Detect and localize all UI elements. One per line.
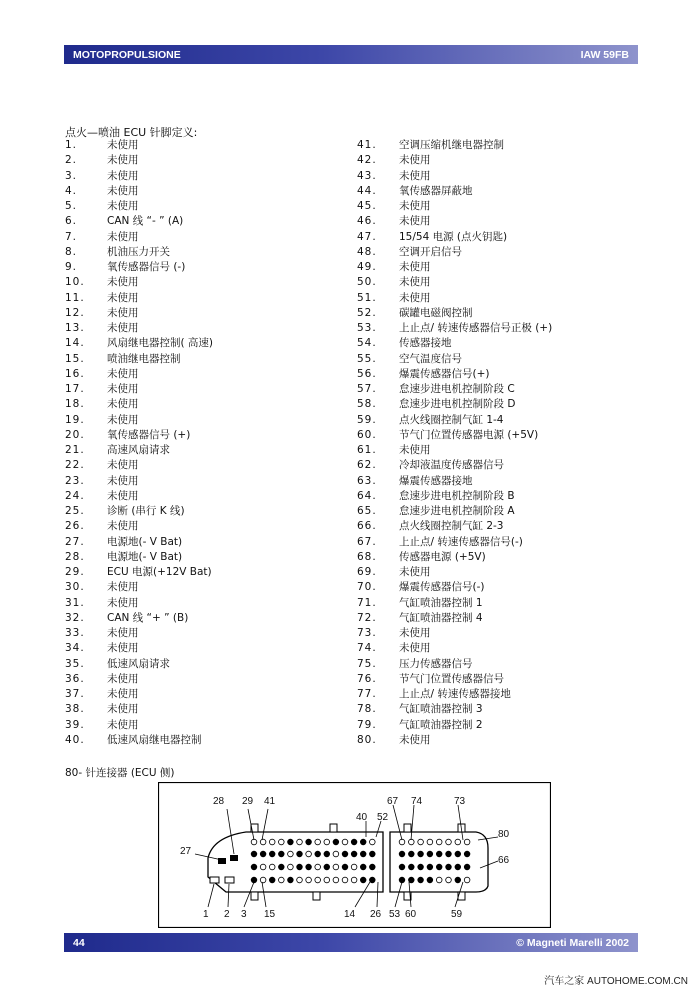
pin-hole — [351, 864, 357, 870]
pin-description: 上止点/ 转速传感器信号(-) — [399, 535, 523, 548]
pin-hole — [260, 839, 266, 845]
pin-hole — [288, 864, 294, 870]
pin-description: 空调开启信号 — [399, 245, 462, 258]
pin-number: 44. — [357, 184, 377, 197]
pin-description: 未使用 — [107, 291, 139, 304]
pin-hole — [455, 839, 461, 845]
pin-number: 79. — [357, 718, 377, 731]
pin-hole — [315, 877, 321, 883]
pin-number: 49. — [357, 261, 377, 273]
pin-description: 气缸喷油器控制 1 — [399, 596, 483, 609]
power-pin — [210, 877, 219, 883]
pin-number: 65. — [357, 505, 377, 517]
pin-description: 未使用 — [107, 322, 139, 334]
pin-description: 爆震传感器接地 — [399, 474, 473, 487]
pin-description: 未使用 — [107, 459, 139, 472]
pin-description: 未使用 — [107, 596, 139, 609]
pin-number: 61. — [357, 444, 377, 456]
pin-number: 63. — [357, 474, 377, 487]
pin-description: 15/54 电源 (点火钥匙) — [399, 230, 508, 243]
pin-hole — [399, 839, 405, 845]
label-73: 73 — [454, 796, 466, 807]
copyright: © Magneti Marelli 2002 — [516, 937, 629, 949]
pin-hole — [315, 864, 321, 870]
connector-diagram — [158, 782, 551, 928]
label-41: 41 — [264, 796, 276, 807]
pin-hole — [360, 864, 366, 870]
pin-number: 25. — [65, 505, 85, 517]
pin-number: 4. — [65, 184, 78, 197]
pin-number: 64. — [357, 489, 377, 502]
pin-description: 未使用 — [107, 718, 139, 731]
pin-number: 34. — [65, 642, 85, 655]
pin-description: 未使用 — [107, 276, 139, 289]
pin-description: 未使用 — [399, 261, 431, 273]
pin-number: 69. — [357, 566, 377, 578]
diagram-title: 80- 针连接器 (ECU 侧) — [65, 767, 175, 779]
pin-description: 未使用 — [107, 642, 139, 655]
pin-description: 低速风扇继电器控制 — [107, 733, 202, 746]
pin-hole — [360, 877, 366, 883]
pin-description: 空气温度信号 — [399, 352, 462, 365]
pin-description: 诊断 (串行 K 线) — [107, 505, 185, 517]
pin-hole — [306, 877, 312, 883]
pin-hole — [333, 851, 339, 857]
pin-description: 电源地(- V Bat) — [107, 535, 183, 548]
pin-table-title: 点火—喷油 ECU 针脚定义: — [65, 126, 198, 139]
tab — [251, 892, 258, 900]
pin-hole — [251, 839, 257, 845]
pin-number: 16. — [65, 367, 85, 380]
pin-hole — [351, 877, 357, 883]
pin-number: 51. — [357, 291, 377, 304]
pin-hole — [370, 839, 376, 845]
pin-hole — [360, 851, 366, 857]
pin-hole — [260, 851, 266, 857]
pin-hole — [370, 864, 376, 870]
pin-number: 53. — [357, 322, 377, 334]
pin-number: 17. — [65, 383, 85, 395]
pin-hole — [370, 851, 376, 857]
pin-hole — [464, 851, 470, 857]
pin-hole — [436, 877, 442, 883]
pin-description: 未使用 — [107, 474, 139, 487]
pin-description: 未使用 — [107, 489, 139, 502]
pin-hole — [251, 851, 257, 857]
pin-hole — [315, 839, 321, 845]
pin-description: 未使用 — [399, 154, 431, 167]
label-40: 40 — [356, 812, 368, 823]
label-27: 27 — [180, 846, 192, 857]
pin-number: 78. — [357, 703, 377, 716]
pin-description: 怠速步进电机控制阶段 D — [399, 398, 516, 411]
pin-number: 8. — [65, 245, 78, 258]
pin-number: 10. — [65, 276, 85, 289]
pin-number: 47. — [357, 230, 377, 243]
pin-number: 7. — [65, 230, 78, 243]
pin-number: 5. — [65, 200, 78, 212]
pin-description: 爆震传感器信号(-) — [399, 581, 485, 594]
pin-number: 73. — [357, 627, 377, 639]
pin-number: 62. — [357, 459, 377, 472]
pin-description: 未使用 — [107, 184, 139, 197]
pin-hole — [342, 877, 348, 883]
pin-hole — [260, 877, 266, 883]
pin-description: 气缸喷油器控制 2 — [399, 718, 483, 731]
pin-hole — [306, 839, 312, 845]
pin-number: 19. — [65, 413, 85, 426]
pin-description: 节气门位置传感器电源 (+5V) — [399, 428, 539, 441]
pin-number: 18. — [65, 398, 85, 411]
pin-hole — [436, 839, 442, 845]
pin-description: 爆震传感器信号(+) — [399, 367, 490, 380]
pin-description: 氧传感器屏蔽地 — [399, 184, 473, 197]
pin-hole — [464, 864, 470, 870]
label-14: 14 — [344, 909, 356, 920]
pin-hole — [306, 851, 312, 857]
pin-number: 33. — [65, 627, 85, 639]
pin-hole — [279, 839, 285, 845]
pin-number: 59. — [357, 413, 377, 426]
pin-description: 未使用 — [107, 581, 139, 594]
pin-description: 未使用 — [107, 383, 139, 395]
pin-description: CAN 线 “+ ” (B) — [107, 611, 189, 624]
pin-description: 电源地(- V Bat) — [107, 550, 183, 563]
pin-hole — [269, 839, 275, 845]
pin-number: 43. — [357, 169, 377, 182]
pin-hole — [446, 864, 452, 870]
pin-number: 14. — [65, 337, 85, 350]
pin-description: 未使用 — [107, 703, 139, 716]
pin-description: 未使用 — [107, 139, 139, 151]
pin-number: 12. — [65, 306, 85, 319]
pin-hole — [279, 877, 285, 883]
pin-number: 56. — [357, 367, 377, 380]
pin-hole — [251, 864, 257, 870]
pin-description: 低速风扇请求 — [107, 657, 170, 670]
pin-description: 未使用 — [399, 169, 431, 182]
pin-hole — [427, 839, 433, 845]
pin-number: 6. — [65, 215, 78, 228]
pin-description: 未使用 — [399, 200, 431, 212]
pin-hole — [269, 864, 275, 870]
pin-number: 70. — [357, 581, 377, 594]
pin-hole — [446, 851, 452, 857]
pin-number: 42. — [357, 154, 377, 167]
pin-hole — [324, 877, 330, 883]
pin-hole — [251, 877, 257, 883]
pin-hole — [409, 864, 415, 870]
doc-code: IAW 59FB — [580, 49, 629, 61]
pin-hole — [370, 877, 376, 883]
pin-hole — [288, 877, 294, 883]
pin-number: 26. — [65, 520, 85, 533]
pin-description: 氧传感器信号 (+) — [107, 428, 191, 441]
pin-hole — [409, 851, 415, 857]
pin-hole — [418, 851, 424, 857]
pin-hole — [333, 839, 339, 845]
pin-hole — [455, 877, 461, 883]
pin-number: 67. — [357, 535, 377, 548]
label-59: 59 — [451, 909, 463, 920]
header-band — [64, 45, 638, 64]
pin-number: 41. — [357, 139, 377, 151]
pin-description: 未使用 — [107, 520, 139, 533]
pin-number: 54. — [357, 337, 377, 350]
label-66: 66 — [498, 855, 510, 866]
label-60: 60 — [405, 909, 417, 920]
pin-hole — [409, 839, 415, 845]
pin-hole — [446, 839, 452, 845]
pin-description: 点火线圈控制气缸 1-4 — [399, 413, 504, 426]
pin-description: 未使用 — [399, 291, 431, 304]
pin-description: 未使用 — [107, 627, 139, 639]
pin-description: 怠速步进电机控制阶段 A — [399, 505, 515, 517]
pin-hole — [279, 864, 285, 870]
pin-hole — [436, 851, 442, 857]
pin-number: 50. — [357, 276, 377, 289]
pin-description: 怠速步进电机控制阶段 B — [399, 489, 515, 502]
pin-number: 66. — [357, 520, 377, 533]
pin-hole — [324, 851, 330, 857]
power-pin — [225, 877, 234, 883]
pin-description: ECU 电源(+12V Bat) — [107, 566, 212, 578]
pin-description: 喷油继电器控制 — [107, 352, 181, 365]
pin-description: 机油压力开关 — [107, 245, 170, 258]
pin-hole — [464, 877, 470, 883]
pin-number: 48. — [357, 245, 377, 258]
pin-description: 空调压缩机继电器控制 — [399, 139, 504, 151]
pin-description: 怠速步进电机控制阶段 C — [399, 383, 515, 395]
label-74: 74 — [411, 796, 423, 807]
pin-description: 未使用 — [107, 200, 139, 212]
pin-description: 气缸喷油器控制 4 — [399, 611, 483, 624]
pin-hole — [324, 864, 330, 870]
pin-description: 上止点/ 转速传感器信号正极 (+) — [399, 322, 553, 334]
pin-hole — [269, 851, 275, 857]
pin-description: 未使用 — [399, 627, 431, 639]
pin-description: 未使用 — [399, 444, 431, 456]
tab — [330, 824, 337, 832]
label-29: 29 — [242, 796, 254, 807]
pin-description: 未使用 — [107, 398, 139, 411]
pin-number: 31. — [65, 596, 85, 609]
tab — [404, 824, 411, 832]
pin-number: 22. — [65, 459, 85, 472]
label-80: 80 — [498, 829, 510, 840]
pin-number: 45. — [357, 200, 377, 212]
pin-number: 75. — [357, 657, 377, 670]
label-53: 53 — [389, 909, 401, 920]
pin-hole — [342, 839, 348, 845]
pin-number: 29. — [65, 566, 85, 578]
pin-hole — [418, 877, 424, 883]
pin-description: 气缸喷油器控制 3 — [399, 703, 483, 716]
pin-description: 未使用 — [107, 154, 139, 167]
pin-hole — [315, 851, 321, 857]
pin-number: 80. — [357, 733, 377, 746]
power-pin — [218, 858, 226, 864]
pin-description: 碳罐电磁阀控制 — [399, 306, 473, 319]
pin-number: 46. — [357, 215, 377, 228]
pin-hole — [360, 839, 366, 845]
pin-number: 36. — [65, 672, 85, 685]
pin-hole — [418, 839, 424, 845]
label-67: 67 — [387, 796, 399, 807]
pin-hole — [436, 864, 442, 870]
pin-description: 氧传感器信号 (-) — [107, 261, 186, 273]
pin-number: 15. — [65, 352, 85, 365]
tab — [313, 892, 320, 900]
pin-hole — [297, 877, 303, 883]
pin-hole — [297, 839, 303, 845]
pin-number: 1. — [65, 139, 78, 151]
pin-hole — [342, 851, 348, 857]
pin-description: 未使用 — [107, 688, 139, 700]
pin-number: 3. — [65, 169, 78, 182]
pin-number: 37. — [65, 688, 85, 700]
section-title: MOTOPROPULSIONE — [73, 49, 181, 61]
pin-hole — [269, 877, 275, 883]
pin-hole — [333, 864, 339, 870]
pin-hole — [306, 864, 312, 870]
pin-description: 点火线圈控制气缸 2-3 — [399, 520, 504, 533]
pin-number: 28. — [65, 550, 85, 563]
pin-number: 35. — [65, 657, 85, 670]
pin-hole — [333, 877, 339, 883]
pin-description: 未使用 — [399, 642, 431, 655]
pin-number: 20. — [65, 428, 85, 441]
pin-number: 38. — [65, 703, 85, 716]
pin-hole — [342, 864, 348, 870]
pin-hole — [418, 864, 424, 870]
pin-description: 未使用 — [399, 215, 431, 228]
label-15: 15 — [264, 909, 276, 920]
pin-number: 60. — [357, 428, 377, 441]
pin-hole — [446, 877, 452, 883]
page-number: 44 — [73, 937, 85, 949]
pin-number: 2. — [65, 154, 78, 167]
pin-hole — [399, 877, 405, 883]
pin-hole — [427, 877, 433, 883]
power-pin — [230, 855, 238, 861]
pin-hole — [464, 839, 470, 845]
label-52: 52 — [377, 812, 389, 823]
pin-hole — [399, 864, 405, 870]
pin-hole — [455, 864, 461, 870]
pin-description: 未使用 — [399, 733, 431, 746]
pin-number: 77. — [357, 688, 377, 700]
pin-description: 压力传感器信号 — [399, 657, 473, 670]
pin-number: 21. — [65, 444, 85, 456]
pin-number: 39. — [65, 718, 85, 731]
pin-hole — [399, 851, 405, 857]
pin-hole — [324, 839, 330, 845]
pin-description: 冷却液温度传感器信号 — [399, 459, 504, 472]
pin-hole — [288, 839, 294, 845]
pin-description: 未使用 — [107, 230, 139, 243]
pin-hole — [351, 851, 357, 857]
pin-hole — [409, 877, 415, 883]
label-26: 26 — [370, 909, 382, 920]
pin-description: 高速风扇请求 — [107, 444, 170, 456]
site-watermark: 汽车之家 AUTOHOME.COM.CN — [544, 976, 688, 987]
pin-number: 13. — [65, 322, 85, 334]
pin-number: 24. — [65, 489, 85, 502]
pin-description: 未使用 — [107, 413, 139, 426]
pin-description: 未使用 — [107, 672, 139, 685]
pin-number: 58. — [357, 398, 377, 411]
pin-description: 节气门位置传感器信号 — [399, 672, 504, 685]
pin-number: 23. — [65, 474, 85, 487]
pin-number: 76. — [357, 672, 377, 685]
pin-number: 74. — [357, 642, 377, 655]
pin-hole — [279, 851, 285, 857]
pin-number: 9. — [65, 261, 78, 273]
pin-number: 68. — [357, 550, 377, 563]
footer-band — [64, 933, 638, 952]
pin-description: 传感器接地 — [399, 337, 452, 350]
pin-description: 上止点/ 转速传感器接地 — [399, 688, 511, 700]
pin-hole — [297, 864, 303, 870]
pin-hole — [297, 851, 303, 857]
pin-number: 71. — [357, 596, 377, 609]
pin-hole — [260, 864, 266, 870]
label-2: 2 — [224, 909, 230, 920]
pin-description: 未使用 — [107, 306, 139, 319]
pin-number: 52. — [357, 306, 377, 319]
pin-description: 未使用 — [399, 276, 431, 289]
pin-number: 40. — [65, 733, 85, 746]
pin-number: 11. — [65, 291, 85, 304]
pin-hole — [427, 864, 433, 870]
pin-description: 风扇继电器控制( 高速) — [107, 337, 214, 350]
label-28: 28 — [213, 796, 225, 807]
pin-number: 55. — [357, 352, 377, 365]
label-1: 1 — [203, 909, 209, 920]
pin-hole — [351, 839, 357, 845]
label-3: 3 — [241, 909, 247, 920]
pin-number: 72. — [357, 611, 377, 624]
pin-number: 30. — [65, 581, 85, 594]
pin-number: 27. — [65, 535, 85, 548]
pin-description: 未使用 — [107, 367, 139, 380]
pin-description: 传感器电源 (+5V) — [399, 550, 486, 563]
pin-hole — [455, 851, 461, 857]
pin-number: 32. — [65, 611, 85, 624]
pin-description: 未使用 — [107, 169, 139, 182]
pin-hole — [288, 851, 294, 857]
pin-number: 57. — [357, 383, 377, 395]
pin-description: CAN 线 “- ” (A) — [107, 215, 184, 228]
pin-description: 未使用 — [399, 566, 431, 578]
pin-hole — [427, 851, 433, 857]
